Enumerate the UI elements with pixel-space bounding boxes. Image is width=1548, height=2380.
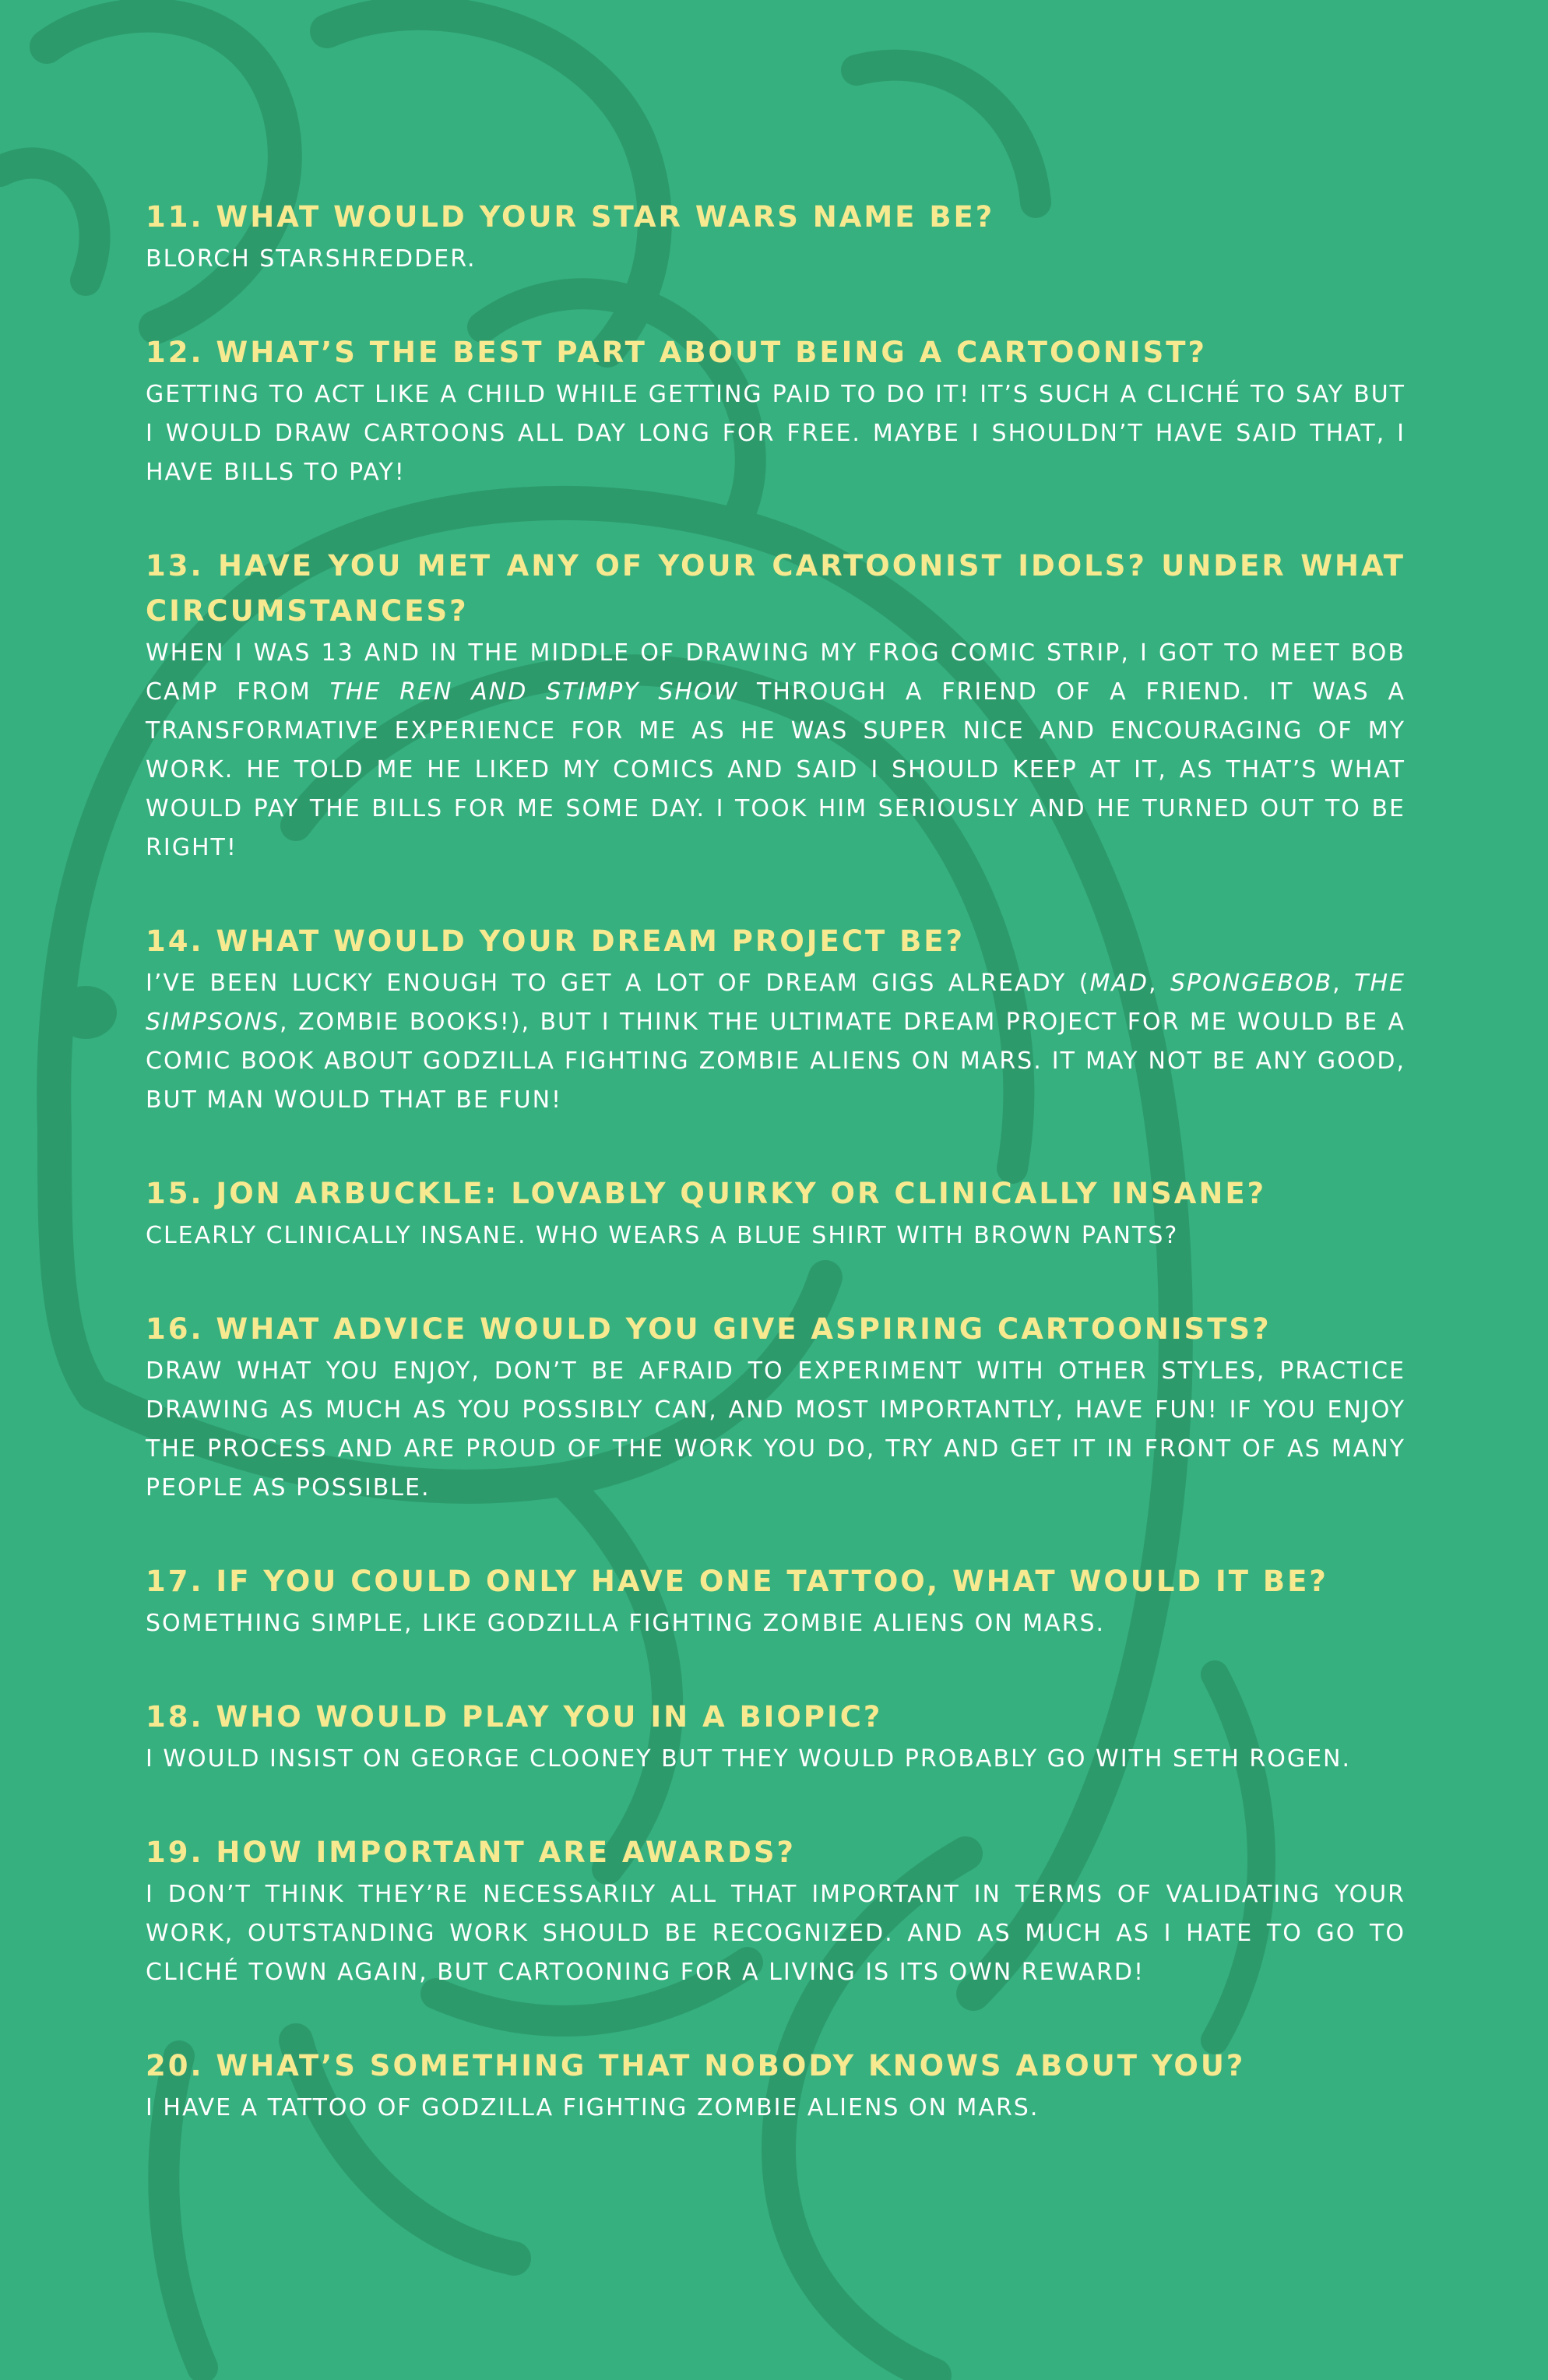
question-heading: 15. JON ARBUCKLE: LOVABLY QUIRKY OR CLINICALLY INSANE? [146, 1177, 1267, 1210]
answer-segment: , [1332, 970, 1355, 997]
answer-segment: , [1148, 970, 1170, 997]
answer-text [146, 1604, 1406, 1643]
answer-title-italic: THE REN AND STIMPY SHOW [329, 678, 739, 706]
answer-segment: GETTING TO ACT LIKE A CHILD WHILE GETTING PAID TO DO IT! IT’S SUCH A CLICHÉ TO SAY BUT I WOULD DRAW CARTOONS ALL DAY LONG FOR FREE. MAYBE I SHOULDN’T HAVE SAID THAT, I HAVE BILLS TO PAY! [146, 381, 1406, 486]
answer-text [146, 964, 1406, 1120]
question-heading: 19. HOW IMPORTANT ARE AWARDS? [146, 1836, 796, 1869]
question-heading: 18. WHO WOULD PLAY YOU IN A BIOPIC? [146, 1700, 883, 1734]
answer-text [146, 1216, 1406, 1255]
question-heading: 14. WHAT WOULD YOUR DREAM PROJECT BE? [146, 924, 966, 958]
question-heading: 11. WHAT WOULD YOUR STAR WARS NAME BE? [146, 200, 995, 234]
answer-segment: DRAW WHAT YOU ENJOY, DON’T BE AFRAID TO EXPERIMENT WITH OTHER STYLES, PRACTICE DRAWING AS MUCH AS YOU POSSIBLY CAN, AND MOST IMPORTANTLY, HAVE FUN! IF YOU ENJOY THE PROCESS AND ARE PROUD OF THE WORK YOU DO, TRY AND GET IT IN FRONT OF AS MANY PEOPLE AS POSSIBLE. [146, 1357, 1406, 1502]
answer-text [146, 1875, 1406, 1992]
answer-segment: BLORCH STARSHREDDER. [146, 245, 477, 273]
qa-item [146, 544, 1406, 868]
question-heading: 20. WHAT’S SOMETHING THAT NOBODY KNOWS ABOUT YOU? [146, 2049, 1246, 2082]
answer-segment: I DON’T THINK THEY’RE NECESSARILY ALL THAT IMPORTANT IN TERMS OF VALIDATING YOUR WORK, OUTSTANDING WORK SHOULD BE RECOGNIZED. AND AS MUCH AS I HATE TO GO TO CLICHÉ TOWN AGAIN, BUT CARTOONING FOR A LIVING IS ITS OWN REWARD! [146, 1881, 1406, 1986]
qa-item [146, 1307, 1406, 1508]
answer-title-italic: THE SIMPSONS [146, 970, 1406, 1036]
answer-segment: I WOULD INSIST ON GEORGE CLOONEY BUT THEY WOULD PROBABLY GO WITH SETH ROGEN. [146, 1745, 1352, 1773]
question-heading: 16. WHAT ADVICE WOULD YOU GIVE ASPIRING CARTOONISTS? [146, 1312, 1272, 1346]
qa-item [146, 1830, 1406, 1992]
answer-segment: WHEN I WAS 13 AND IN THE MIDDLE OF DRAWING MY FROG COMIC STRIP, I GOT TO MEET BOB CAMP FROM [146, 639, 1406, 706]
answer-title-italic: MAD [1089, 970, 1149, 997]
qa-item [146, 2044, 1406, 2128]
eye-shape [55, 986, 117, 1039]
answer-title-italic: SPONGEBOB [1170, 970, 1333, 997]
answer-text [146, 375, 1406, 492]
qa-item [146, 330, 1406, 492]
qa-list [146, 195, 1406, 2179]
qa-item [146, 1695, 1406, 1779]
answer-text [146, 634, 1406, 868]
question-heading: 17. IF YOU COULD ONLY HAVE ONE TATTOO, WHAT WOULD IT BE? [146, 1565, 1328, 1598]
answer-segment: , ZOMBIE BOOKS!), BUT I THINK THE ULTIMATE DREAM PROJECT FOR ME WOULD BE A COMIC BOOK ABOUT GODZILLA FIGHTING ZOMBIE ALIENS ON MARS. IT MAY NOT BE ANY GOOD, BUT MAN WOULD THAT BE FUN! [146, 1009, 1406, 1114]
qa-item [146, 1171, 1406, 1255]
qa-item [146, 195, 1406, 279]
answer-segment: I HAVE A TATTOO OF GODZILLA FIGHTING ZOMBIE ALIENS ON MARS. [146, 2094, 1040, 2121]
answer-text [146, 2089, 1406, 2128]
question-heading: 12. WHAT’S THE BEST PART ABOUT BEING A CARTOONIST? [146, 336, 1207, 369]
answer-segment: THROUGH A FRIEND OF A FRIEND. IT WAS A TRANSFORMATIVE EXPERIENCE FOR ME AS HE WAS SUPER NICE AND ENCOURAGING OF MY WORK. HE TOLD ME HE LIKED MY COMICS AND SAID I SHOULD KEEP AT IT, AS THAT’S WHAT WOULD PAY THE BILLS FOR ME SOME DAY. I TOOK HIM SERIOUSLY AND HE TURNED OUT TO BE RIGHT! [146, 678, 1406, 861]
answer-segment: SOMETHING SIMPLE, LIKE GODZILLA FIGHTING ZOMBIE ALIENS ON MARS. [146, 1610, 1106, 1637]
qa-item [146, 919, 1406, 1120]
answer-segment: CLEARLY CLINICALLY INSANE. WHO WEARS A BLUE SHIRT WITH BROWN PANTS? [146, 1222, 1179, 1249]
answer-text [146, 1352, 1406, 1508]
question-heading: 13. HAVE YOU MET ANY OF YOUR CARTOONIST IDOLS? UNDER WHAT CIRCUMSTANCES? [146, 549, 1406, 628]
qa-item [146, 1559, 1406, 1643]
answer-text [146, 1740, 1406, 1779]
answer-segment: I’VE BEEN LUCKY ENOUGH TO GET A LOT OF DREAM GIGS ALREADY ( [146, 970, 1090, 997]
answer-text [146, 240, 1406, 279]
